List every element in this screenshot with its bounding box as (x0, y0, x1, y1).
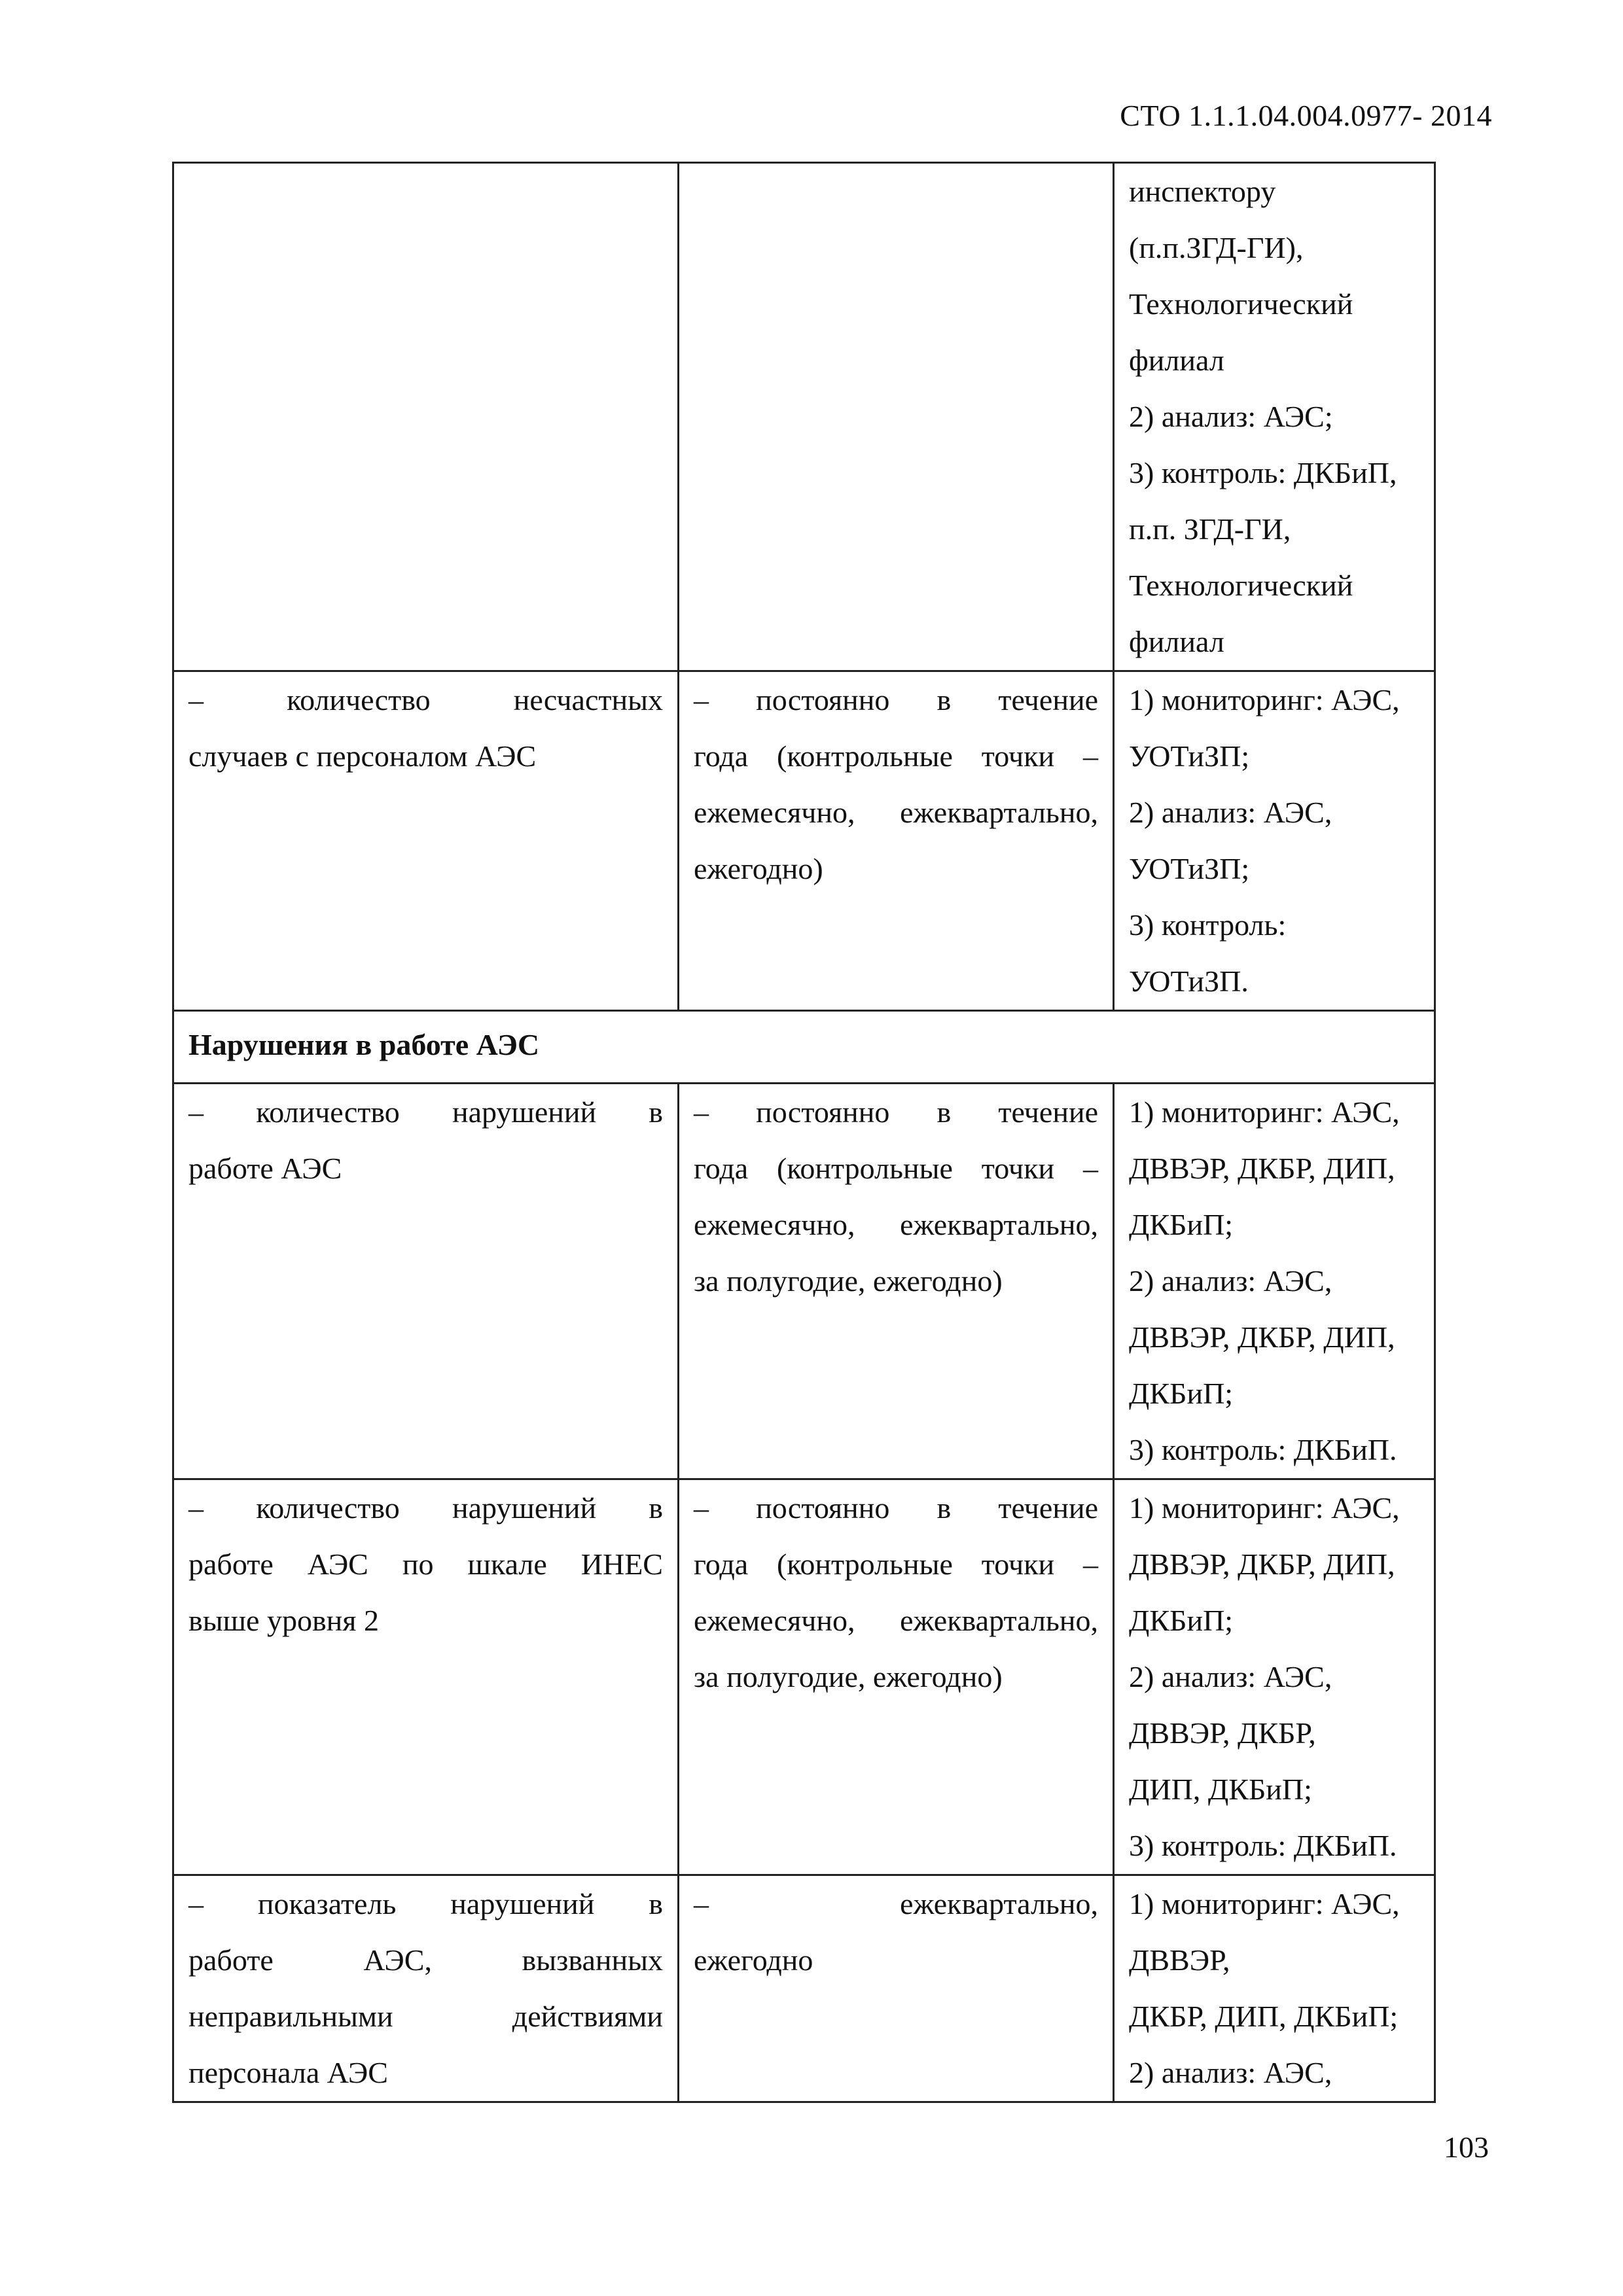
indicator-cell (173, 163, 679, 671)
cell-text-line: п.п. ЗГД-ГИ, (1129, 512, 1291, 546)
cell-text-line: Технологический (1129, 287, 1353, 321)
cell-text-line: 3) контроль: ДКБиП. (1129, 1829, 1397, 1862)
cell-text-line: – постоянно в течение (694, 1095, 1098, 1129)
cell-text-line: Технологический (1129, 569, 1353, 602)
cell-text-line: – количество нарушений в (188, 1491, 663, 1525)
cell-text-line: филиал (1129, 344, 1224, 377)
cell-text-line: 2) анализ: АЭС, (1129, 1660, 1332, 1693)
table-row (173, 1479, 1435, 1875)
cell-text-line: ДВВЭР, (1129, 1943, 1230, 1977)
cell-text-line: ежемесячно, ежеквартально, (694, 1604, 1098, 1637)
cell-text-line: 1) мониторинг: АЭС, (1129, 1491, 1400, 1525)
responsible-cell (1114, 1479, 1435, 1875)
cell-text-line: 3) контроль: (1129, 908, 1287, 942)
cell-text-line: – показатель нарушений в (188, 1887, 663, 1920)
cell-text-line: ежегодно (694, 1943, 813, 1977)
cell-text-line: ежегодно) (694, 852, 823, 885)
table-body (173, 163, 1435, 2102)
section-title: Нарушения в работе АЭС (173, 1011, 1435, 1084)
period-cell (679, 1479, 1114, 1875)
cell-text-line: 1) мониторинг: АЭС, (1129, 683, 1400, 716)
cell-text-line: ежемесячно, ежеквартально, (694, 1208, 1098, 1241)
indicator-cell (173, 1084, 679, 1479)
cell-text-line: (п.п.ЗГД-ГИ), (1129, 231, 1304, 264)
period-cell (679, 1084, 1114, 1479)
cell-text-line: ДВВЭР, ДКБР, (1129, 1716, 1316, 1750)
indicator-cell (173, 1479, 679, 1875)
period-cell (679, 163, 1114, 671)
cell-text-line: УОТиЗП; (1129, 852, 1250, 885)
cell-text-line: ДВВЭР, ДКБР, ДИП, (1129, 1320, 1395, 1354)
cell-text-line: УОТиЗП. (1129, 964, 1249, 998)
cell-text-line: 1) мониторинг: АЭС, (1129, 1095, 1400, 1129)
cell-text-line: ДКБиП; (1129, 1377, 1234, 1410)
page-number: 103 (1444, 2130, 1489, 2164)
table-row (173, 1084, 1435, 1479)
table-row (173, 1875, 1435, 2102)
cell-text-line: 2) анализ: АЭС; (1129, 400, 1333, 433)
cell-text-line: инспектору (1129, 175, 1276, 208)
document-code-header: СТО 1.1.1.04.004.0977- 2014 (1120, 99, 1492, 132)
cell-text-line: случаев с персоналом АЭС (188, 739, 537, 773)
responsible-cell (1114, 163, 1435, 671)
cell-text-line: ДКБиП; (1129, 1604, 1234, 1637)
cell-text-line: года (контрольные точки – (694, 739, 1098, 773)
cell-text-line: 2) анализ: АЭС, (1129, 796, 1332, 829)
table-row (173, 671, 1435, 1011)
period-cell (679, 1875, 1114, 2102)
cell-text-line: года (контрольные точки – (694, 1547, 1098, 1581)
cell-text-line: за полугодие, ежегодно) (694, 1264, 1003, 1298)
cell-text-line: за полугодие, ежегодно) (694, 1660, 1003, 1693)
indicator-cell (173, 671, 679, 1011)
cell-text-line: – постоянно в течение (694, 683, 1098, 716)
cell-text-line: ДВВЭР, ДКБР, ДИП, (1129, 1547, 1395, 1581)
cell-text-line: работе АЭС, вызванных (188, 1943, 663, 1977)
cell-text-line: ежемесячно, ежеквартально, (694, 796, 1098, 829)
cell-text-line: 2) анализ: АЭС, (1129, 1264, 1332, 1298)
cell-text-line: филиал (1129, 625, 1224, 658)
cell-text-line: года (контрольные точки – (694, 1152, 1098, 1185)
responsibility-table (172, 162, 1436, 2103)
cell-text-line: неправильными действиями (188, 2000, 663, 2033)
cell-text-line: работе АЭС по шкале ИНЕС (188, 1547, 663, 1581)
responsible-cell (1114, 1875, 1435, 2102)
table-row (173, 163, 1435, 671)
cell-text-line: работе АЭС (188, 1152, 342, 1185)
section-row (173, 1011, 1435, 1084)
responsible-cell (1114, 1084, 1435, 1479)
cell-text-line: выше уровня 2 (188, 1604, 379, 1637)
cell-text-line: 3) контроль: ДКБиП. (1129, 1433, 1397, 1466)
cell-text-line: ДВВЭР, ДКБР, ДИП, (1129, 1152, 1395, 1185)
cell-text-line: ДКБиП; (1129, 1208, 1234, 1241)
cell-text-line: УОТиЗП; (1129, 739, 1250, 773)
cell-text-line: 2) анализ: АЭС, (1129, 2056, 1332, 2089)
period-cell (679, 671, 1114, 1011)
cell-text-line: ДИП, ДКБиП; (1129, 1773, 1312, 1806)
cell-text-line: 1) мониторинг: АЭС, (1129, 1887, 1400, 1920)
cell-text-line: ДКБР, ДИП, ДКБиП; (1129, 2000, 1399, 2033)
cell-text-line: – количество нарушений в (188, 1095, 663, 1129)
cell-text-line: – постоянно в течение (694, 1491, 1098, 1525)
cell-text-line: 3) контроль: ДКБиП, (1129, 456, 1397, 489)
cell-text-line: – количество несчастных (188, 683, 663, 716)
responsible-cell (1114, 671, 1435, 1011)
cell-text-line: – ежеквартально, (694, 1887, 1098, 1920)
cell-text-line: персонала АЭС (188, 2056, 388, 2089)
indicator-cell (173, 1875, 679, 2102)
